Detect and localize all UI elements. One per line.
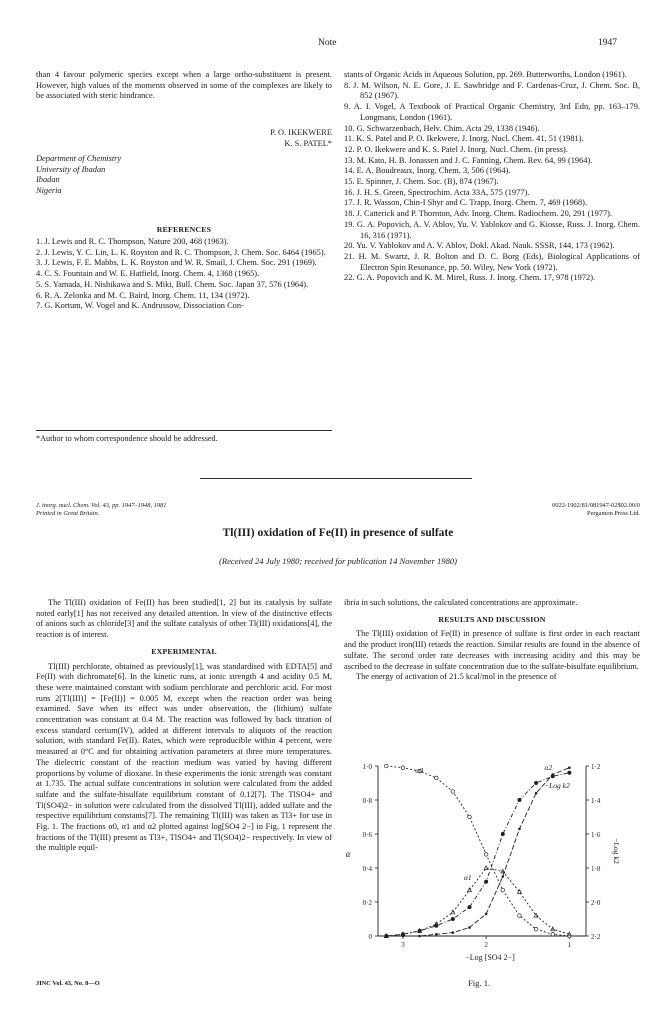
series-line-2 [386,768,569,936]
y-axis-label-left: α [345,849,351,859]
data-point [468,926,471,929]
data-point [401,932,405,936]
reference: 7. G. Kortum, W. Vogel and K. Andrussow, Dissociation Con- [36,301,244,311]
data-point [501,888,505,892]
author-1: P. O. IKEKWERE [270,128,332,137]
series-label: α2 [544,763,553,772]
data-point [518,914,522,918]
y-right-tick-label: 1·8 [591,865,601,873]
data-point [534,781,538,785]
data-point [452,931,455,934]
intro-paragraph: The Tl(III) oxidation of Fe(II) has been studied[1, 2] but its catalysis by sulfate noted early[1] has not received any detailed attention. In view of the distinctive effects of anions such as chloride[3] and the sulfate catalysis of other Tl(III) oxidations[4], the reaction is of interest. [36,598,332,640]
experimental-heading: EXPERIMENTAL [151,646,217,656]
experimental-paragraph: Tl(III) perchlorate, obtained as previously[1], was standardised with EDTA[5] and Fe(II) with dichromate[6]. In the kinetic runs, at ionic strength 4 and acidity 0.5 M, these were maintained constant with sodium perchlorate and perchloric acid. For most runs 2[Tl(III)] = [Fe(II)] = 0.005 M, except when the reaction order was being examined. Save when its effect was under observation, the (lithium) sulfate concentration was constant at 0.4 M. The reaction was followed by back titration of excess standard cerium(IV), added at different intervals to aliquots of the reaction solution, with standard Fe(II). Rates, which were reproducible within 4 percent, were measured at 0°C and for obtaining activation parameters at three more temperatures. The dielectric constant of the reaction medium was varied by having different proportions by volume of dioxane. In these experiments the ionic strength was constant at 1.735. The actual sulfate concentrations in solution were calculated from the added sulfate and the sulfate-bisulfate equilibrium constant of 0.12[7]. The TlSO4+ and Tl(SO4)2− in solution were calculated from the dissolved Tl(III), added sulfate and the respective equilibrium constants[7]. The remaining Tl(III) was taken as Tl3+ for use in Fig. 1. The fractions α0, α1 and α2 plotted against log[SO4 2−] in Fig. 1 represent the fractions of the Tl(III) present as Tl3+, TlSO4+ and Tl(SO4)2− respectively. In view of the multiple equil- [36,661,332,853]
reference: 10. G. Schwarzenbach, Helv. Chim. Acta 29, 1338 (1946). [344,123,540,133]
data-point [502,875,505,878]
y-left-tick-label: 0·8 [362,797,372,805]
figure-caption: Fig. 1. [468,978,491,988]
results-paragraph-2: The energy of activation of 21.5 kcal/mol in the presence of [356,672,557,682]
data-point [385,764,389,768]
series-line-1 [386,868,569,936]
data-point [418,935,421,938]
received-dates: (Received 24 July 1980; received for publication 14 November 1980) [218,556,458,566]
y-axis-label-right: −Log k2 [612,838,621,864]
footnote-rule [36,430,332,431]
reference: 6. R. A. Zelonka and M. C. Baird, Inorg. Chem. 11, 134 (1972). [36,290,250,300]
y-left-tick-label: 0·6 [362,831,372,839]
running-header-section: Note [318,38,337,48]
series-label: α0 [415,766,423,776]
journal-code-line: Pergamon Press Ltd. [587,510,640,517]
y-right-tick-label: 2·2 [591,933,601,941]
author-block [36,128,332,149]
y-right-tick-label: 2·0 [591,899,601,907]
data-point [435,933,438,936]
reference: 17. J. R. Wasson, Chin-I Shyr and C. Trapp, Inorg. Chem. 7, 469 (1968). [344,198,588,208]
data-point [484,880,488,884]
reference: 11. K. S. Patel and P. O. Ikekwere, J. Inorg. Nucl. Chem. 41, 51 (1981). [344,134,584,144]
data-point [485,913,488,916]
series-label: α1 [464,872,472,882]
reference: 3. J. Lewis, F. E. Mabbs, L. K. Royston and W. R. Smail, J. Chem. Soc. 291 (1969). [36,258,317,268]
journal-citation-line: J. inorg. nucl. Chem. Vol. 43, pp. 1947–1948, 1981 [36,502,167,509]
data-point [434,924,438,928]
series-line-3 [386,773,569,936]
affiliation-line: Nigeria [36,186,62,196]
article-separator [200,478,472,479]
bottom-left-column [36,598,332,854]
data-point [484,866,488,870]
reference: 18. J. Catterick and P. Thornton, Adv. Inorg. Chem. Radiochem. 20, 291 (1977). [344,209,613,219]
x-tick-label: 1 [567,941,572,949]
reference: 14. E. A. Boudreaux, Inorg. Chem. 3, 506 (1964). [344,166,511,176]
data-point [518,828,521,831]
journal-citation [36,502,296,518]
x-tick-label: 2 [484,941,488,949]
journal-code-line: 0022-1902/81/081947-02$02.00/0 [552,502,640,509]
bottom-right-column [344,598,640,683]
reference: 13. M. Kato, H. B. Jonassen and J. C. Fanning, Chem. Rev. 64, 99 (1964). [344,155,593,165]
series-label: −Log k2 [544,781,570,791]
data-point [451,790,455,794]
y-right-tick-label: 1·2 [591,763,601,771]
x-axis-label: −Log [SO4 2−] [465,953,515,962]
series-line-0 [386,766,569,936]
journal-citation-line: Printed in Great Britain. [36,510,100,517]
article-title: Tl(III) oxidation of Fe(II) in presence of sulfate [222,527,454,539]
data-point [551,774,555,778]
y-left-tick-label: 1·0 [362,763,372,771]
reference: 2. J. Lewis, Y. C. Lin, L. K. Royston and R. C. Thompson, J. Chem. Soc. 6464 (1965). [36,247,326,257]
journal-footer: JINC Vol. 43, No. 8—O [36,980,100,987]
data-point [468,905,472,909]
data-point [517,798,521,802]
reference: 16. J. H. S. Green, Spectrochim. Acta 33A, 575 (1977). [344,187,530,197]
reference: 20. Yu. V. Yablokov and A. V. Ablov, Dokl. Akad. Nauk. SSSR, 144, 173 (1962). [344,241,615,251]
reference: 5. S. Yamada, H. Nishikawa and S. Miki, Bull. Chem. Soc. Japan 37, 576 (1964). [36,279,309,289]
figure-1-chart [336,756,636,976]
data-point [384,934,388,938]
y-left-tick-label: 0·4 [362,865,372,873]
y-right-tick-label: 1·4 [591,797,601,805]
reference: 15. E. Spinner, J. Chem. Soc. (B), 874 (1967). [344,177,499,187]
journal-code [440,502,640,518]
y-left-tick-label: 0 [368,933,372,941]
affiliation-line: Department of Chemistry [36,154,122,163]
reference: 8. J. M. Wilson, N. E. Gore, J. E. Sawbridge and F. Cardenas-Cruz, J. Chem. Soc. B, 852 (1967). [344,80,640,101]
right-intro-paragraph: ibria in such solutions, the calculated concentrations are approximate. [344,598,578,607]
reference: 4. C. S. Fountain and W. E. Hatfield, Inorg. Chem. 4, 1368 (1965). [36,269,260,279]
references-right [344,70,640,284]
data-point [451,917,455,921]
data-point [535,792,538,795]
data-point [484,853,488,857]
reference: 12. P. O. Ikekwere and K. S. Patel J. Inorg. Nucl. Chem. (in press). [344,144,568,154]
results-paragraph: The Tl(III) oxidation of Fe(II) in presence of sulfate is first order in each reactant and the product iron(III) retards the reaction. Similar results are found in the absence of sulfate. The second order rate decreases with increasing acidity and this may be ascribed to the decrease in sulfate concentration due to the sulfate-bisulfate equilibrium. [344,629,640,671]
reference: 22. G. A. Popovich and K. M. Mirel, Russ. J. Inorg. Chem. 17, 978 (1972). [344,273,596,283]
data-point [501,832,505,836]
footnote: *Author to whom correspondence should be addressed. [36,434,218,443]
data-point [468,815,472,819]
reference: 21. H. M. Swartz, J. R. Bolton and D. C. Borg (Eds), Biological Applications of Electron Spin Resonance, pp. 50. Wiley, New York (1972). [344,251,640,272]
references-heading: REFERENCES [156,225,212,234]
data-point [401,766,405,770]
references-left [36,237,332,312]
closing-paragraph: than 4 favour polymeric species except when a large ortho-substituent is present. However, high values of the moments observed in some of the complexes are likely to be associated with steric hindrance. [36,70,332,101]
data-point [567,771,571,775]
y-right-tick-label: 1·6 [591,831,601,839]
x-tick-label: 3 [401,941,405,949]
reference: 9. A. I. Vogel, A Textbook of Practical Organic Chemistry, 3rd Edn, pp. 163–179. Longmans, London (1961). [344,102,640,122]
reference: stants of Organic Acids in Aqueous Solution, pp. 269. Butterworths, London (1961). [344,70,627,79]
y-left-tick-label: 0·2 [362,899,372,907]
author-2: K. S. PATEL* [284,138,332,148]
data-point [418,929,422,933]
data-point [551,933,555,937]
results-heading: RESULTS AND DISCUSSION [438,614,546,624]
affiliation-line: Ibadan [36,175,60,185]
data-point [434,776,438,780]
data-point [534,927,538,931]
reference: 19. G. A. Popovich, A. V. Ablov, Yu. V. Yablokov and G. Kiosse, Russ. J. Inorg. Chem. 16, 316 (1971). [344,219,640,240]
affiliation [36,154,236,197]
page-number: 1947 [598,38,617,48]
reference: 1. J. Lewis and R. C. Thompson, Nature 200, 468 (1963). [36,237,229,246]
top-left-column [36,70,332,102]
data-point [568,766,571,769]
affiliation-line: University of Ibadan [36,164,106,174]
